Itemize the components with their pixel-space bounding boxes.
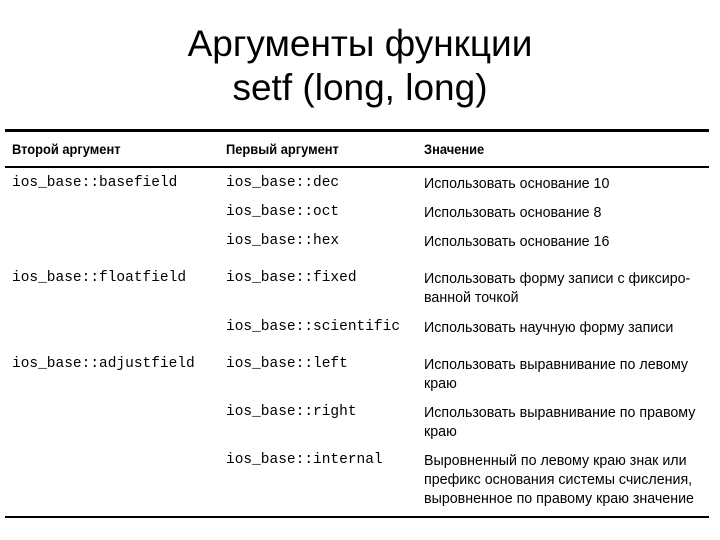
table-top-rule [5,129,709,132]
header-first-argument: Первый аргумент [226,141,339,157]
table-row-meaning: Использовать основание 8 [424,204,602,221]
table-row-meaning: Выровненный по левому краю знак или префикс основания системы счисления, выровненное по правому краю значение [424,452,694,507]
table-row-meaning: Использовать основание 10 [424,175,610,192]
table-row-first-arg: ios_base::dec [226,175,340,191]
table-row-first-arg: ios_base::hex [226,233,340,249]
table-row-first-arg: ios_base::left [226,356,348,372]
table-row-meaning: Использовать выравнивание по правому краю [424,404,696,440]
table-row-meaning: Использовать выравнивание по левому краю [424,356,689,392]
slide-title-line-2: setf (long, long) [232,67,488,108]
table-row-meaning: Использовать форму записи с фиксиро-ванной точкой [424,270,691,306]
slide-title [0,22,720,110]
table-row-first-arg: ios_base::right [226,404,357,420]
table-row-first-arg: ios_base::fixed [226,270,357,286]
table-row-meaning: Использовать научную форму записи [424,319,674,336]
group-adjustfield: ios_base::adjustfield [12,356,195,372]
table-row-meaning: Использовать основание 16 [424,233,610,250]
table-header-rule [5,166,709,168]
header-meaning: Значение [424,141,485,157]
header-second-argument: Второй аргумент [12,141,121,157]
group-floatfield: ios_base::floatfield [12,270,187,286]
group-basefield: ios_base::basefield [12,175,178,191]
table-row-first-arg: ios_base::internal [226,452,383,468]
slide-title-line-1: Аргументы функции [187,23,533,64]
table-row-first-arg: ios_base::scientific [226,319,401,335]
table-row-first-arg: ios_base::oct [226,204,340,220]
table-bottom-rule [5,516,709,518]
